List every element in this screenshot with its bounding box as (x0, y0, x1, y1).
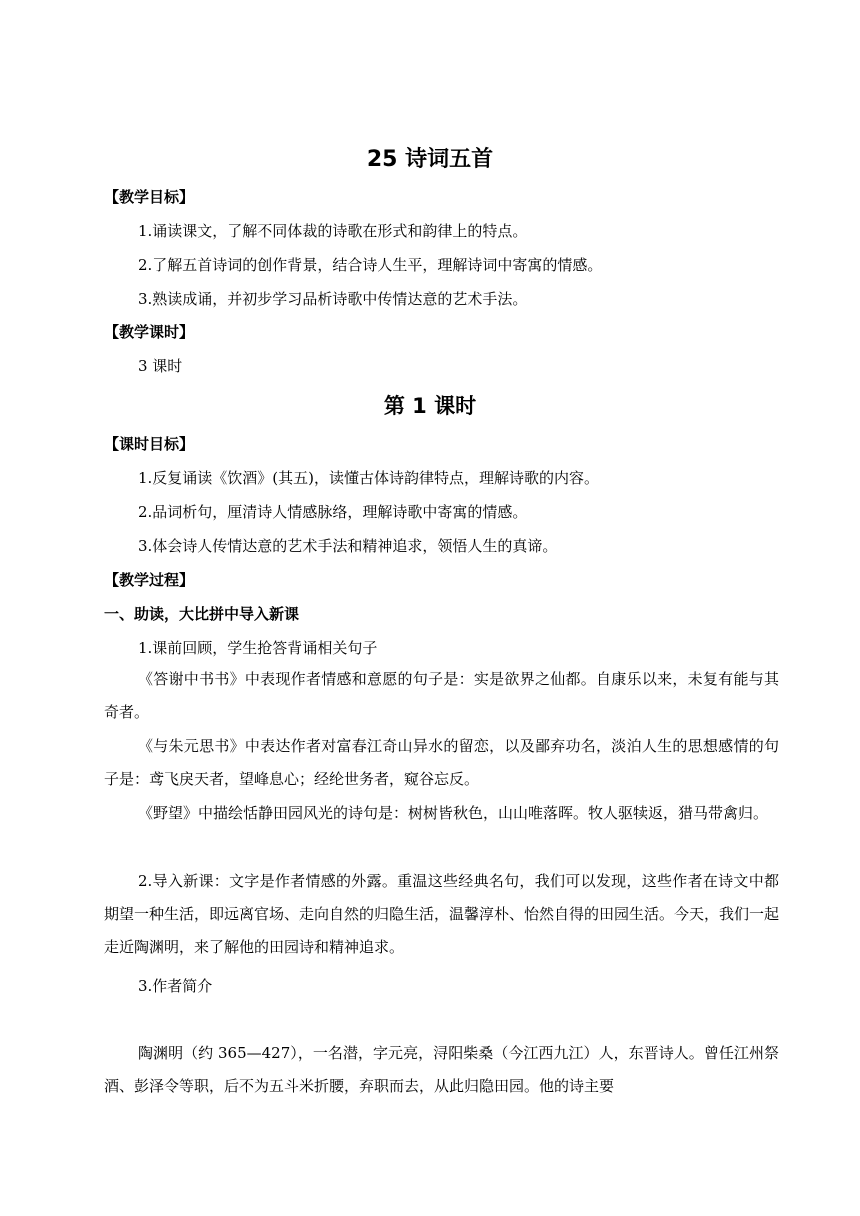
objectives-heading: 【教学目标】 (104, 188, 195, 206)
paragraph: 《野望》中描绘恬静田园风光的诗句是：树树皆秋色，山山唯落晖。牧人驱犊返，猎马带禽归。 (138, 804, 769, 822)
objective-item: 3.熟读成诵，并初步学习品析诗歌中传情达意的艺术手法。 (138, 290, 528, 308)
hours-value: 3 课时 (138, 357, 183, 375)
step-item: 3.作者简介 (138, 977, 213, 995)
hours-heading: 【教学课时】 (104, 323, 195, 341)
paragraph: 陶渊明（约 365—427），一名潜，字元亮，浔阳柴桑（今江西九江）人，东晋诗人。曾任江州祭酒、彭泽令等职，后不为五斗米折腰，弃职而去，从此归隐田园。他的诗主要 (104, 1044, 779, 1095)
process-heading: 【教学过程】 (104, 571, 195, 589)
objective-item: 2.了解五首诗词的创作背景，结合诗人生平，理解诗词中寄寓的情感。 (138, 256, 603, 274)
paragraph: 《与朱元思书》中表达作者对富春江奇山异水的留恋，以及鄙弃功名，淡泊人生的思想感情的句子是：鸢飞戾天者，望峰息心；经纶世务者，窥谷忘反。 (104, 737, 779, 788)
section-heading: 一、助读，大比拼中导入新课 (104, 605, 300, 623)
lesson-objective-item: 3.体会诗人传情达意的艺术手法和精神追求，领悟人生的真谛。 (138, 537, 558, 555)
objective-item: 1.诵读课文，了解不同体裁的诗歌在形式和韵律上的特点。 (138, 222, 528, 240)
document-title: 25 诗词五首 (366, 147, 494, 172)
lesson-objectives-heading: 【课时目标】 (104, 435, 195, 453)
step-item: 1.课前回顾，学生抢答背诵相关句子 (138, 639, 378, 657)
lesson-title: 第 1 课时 (383, 394, 477, 418)
lesson-objective-item: 1.反复诵读《饮酒》(其五)，读懂古体诗韵律特点，理解诗歌的内容。 (138, 469, 600, 487)
paragraph: 2.导入新课：文字是作者情感的外露。重温这些经典名句，我们可以发现，这些作者在诗文中都期望一种生活，即远离官场、走向自然的归隐生活，温馨淳朴、怡然自得的田园生活。今天，我们一起走近陶渊明，来了解他的田园诗和精神追求。 (104, 872, 780, 956)
lesson-objective-item: 2.品词析句，厘清诗人情感脉络，理解诗歌中寄寓的情感。 (138, 503, 528, 521)
paragraph: 《答谢中书书》中表现作者情感和意愿的句子是：实是欲界之仙都。自康乐以来，未复有能与其奇者。 (104, 670, 779, 721)
